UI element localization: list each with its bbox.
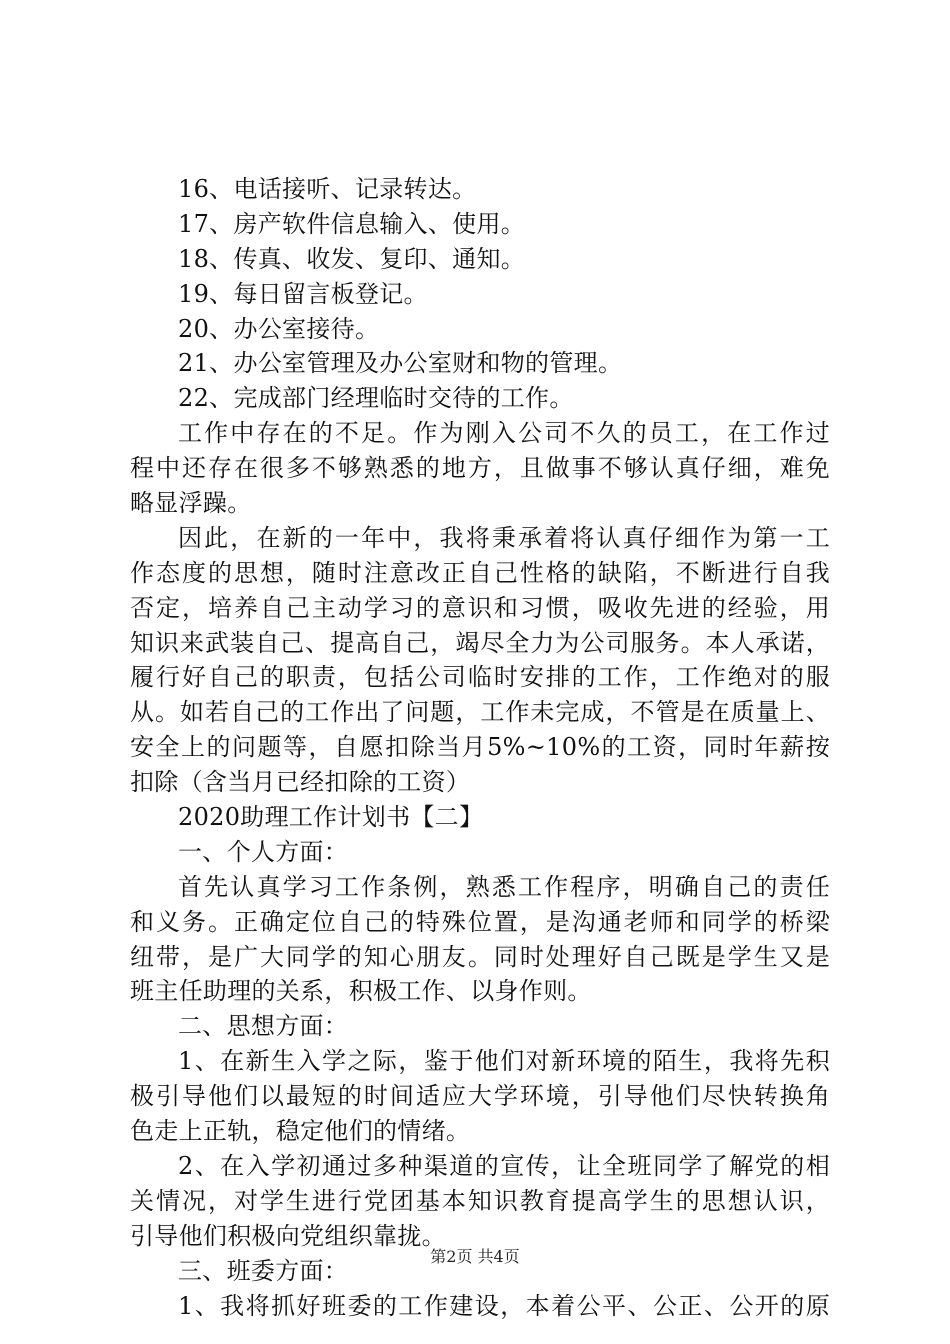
- section-heading: 一、个人方面：: [178, 837, 349, 866]
- paragraph-line: 安全上的问题等，自愿扣除当月5%~10%的工资，同时年薪按: [130, 733, 830, 762]
- paragraph-line: 极引导他们以最短的时间适应大学环境，引导他们尽快转换角: [130, 1082, 830, 1111]
- paragraph-line: 纽带，是广大同学的知心朋友。同时处理好自己既是学生又是: [130, 942, 830, 971]
- paragraph-line: 否定，培养自己主动学习的意识和习惯，吸收先进的经验，用: [130, 593, 830, 622]
- paragraph-line: 知识来武装自己、提高自己，竭尽全力为公司服务。本人承诺，: [130, 628, 830, 657]
- list-item: 17、房产软件信息输入、使用。: [178, 209, 526, 238]
- list-item: 22、完成部门经理临时交待的工作。: [178, 384, 574, 413]
- paragraph-line: 履行好自己的职责，包括公司临时安排的工作，工作绝对的服: [130, 663, 830, 692]
- paragraph-line: 2、在入学初通过多种渠道的宣传，让全班同学了解党的相: [178, 1151, 830, 1180]
- page-number-footer: 第2页 共4页: [430, 1247, 520, 1266]
- paragraph-line: 引导他们积极向党组织靠拢。: [130, 1221, 446, 1250]
- list-item: 21、办公室管理及办公室财和物的管理。: [178, 349, 623, 378]
- paragraph-line: 扣除（含当月已经扣除的工资）: [130, 768, 471, 797]
- paragraph-line: 工作中存在的不足。作为刚入公司不久的员工，在工作过: [178, 419, 830, 448]
- section-heading: 三、班委方面：: [178, 1256, 349, 1285]
- section-heading: 2020助理工作计划书【二】: [178, 803, 484, 832]
- list-item: 19、每日留言板登记。: [178, 279, 428, 308]
- paragraph-line: 因此，在新的一年中，我将秉承着将认真仔细作为第一工: [178, 523, 830, 552]
- list-item: 16、电话接听、记录转达。: [178, 175, 477, 203]
- paragraph-line: 班主任助理的关系，积极工作、以身作则。: [130, 977, 592, 1006]
- list-item: 18、传真、收发、复印、通知。: [178, 244, 526, 273]
- paragraph-line: 关情况，对学生进行党团基本知识教育提高学生的思想认识，: [130, 1186, 830, 1215]
- paragraph-line: 作态度的思想，随时注意改正自己性格的缺陷，不断进行自我: [130, 558, 830, 587]
- paragraph-line: 和义务。正确定位自己的特殊位置，是沟通老师和同学的桥梁: [130, 907, 830, 936]
- paragraph-line: 从。如若自己的工作出了问题，工作未完成，不管是在质量上、: [130, 698, 830, 727]
- paragraph-line: 1、我将抓好班委的工作建设，本着公平、公正、公开的原: [178, 1291, 830, 1320]
- document-body: [130, 172, 830, 1323]
- paragraph-line: 首先认真学习工作条例，熟悉工作程序，明确自己的责任: [178, 872, 830, 901]
- paragraph-line: 色走上正轨，稳定他们的情绪。: [130, 1117, 471, 1146]
- paragraph-line: 1、在新生入学之际，鉴于他们对新环境的陌生，我将先积: [178, 1047, 830, 1076]
- paragraph-line: 略显浮躁。: [130, 489, 252, 518]
- section-heading: 二、思想方面：: [178, 1012, 349, 1041]
- paragraph-line: 程中还存在很多不够熟悉的地方，且做事不够认真仔细，难免: [130, 454, 830, 483]
- list-item: 20、办公室接待。: [178, 314, 380, 343]
